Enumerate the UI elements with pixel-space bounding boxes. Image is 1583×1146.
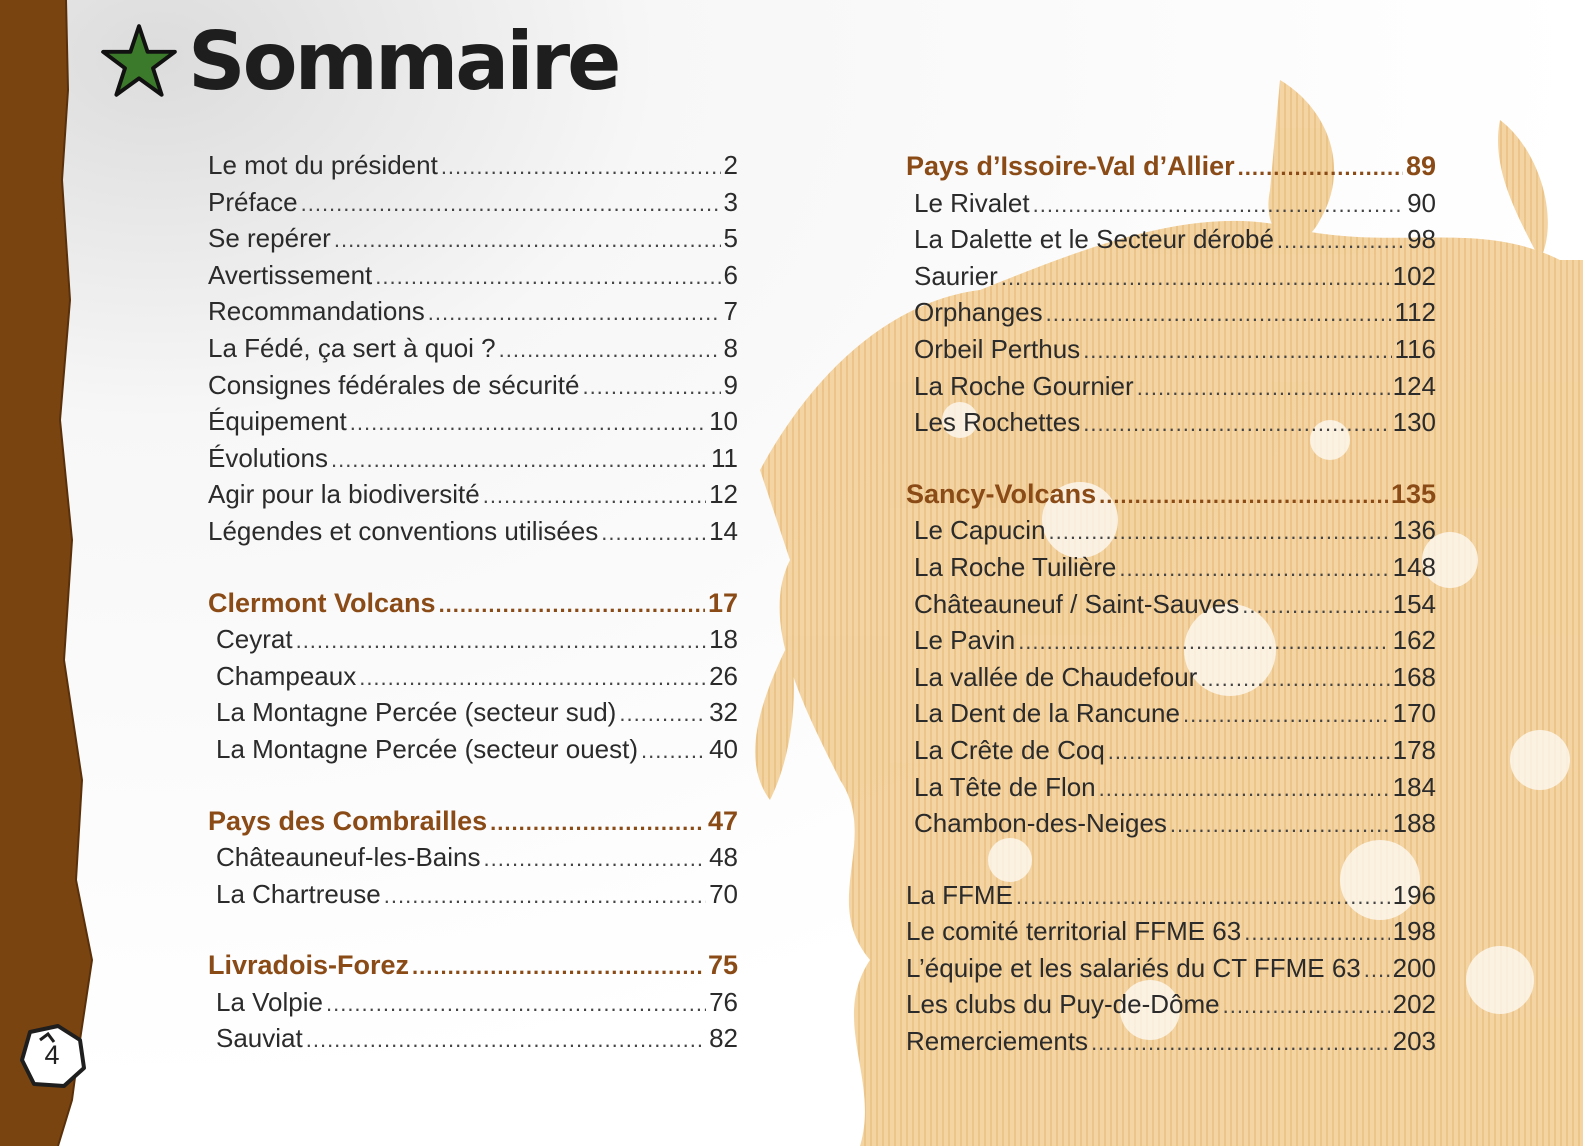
toc-entry-page: 202	[1392, 989, 1436, 1020]
toc-entry-label: Châteauneuf-les-Bains	[216, 842, 481, 873]
star-icon	[100, 23, 178, 101]
toc-entry[interactable]	[208, 333, 738, 370]
dot-leader	[1049, 519, 1390, 545]
toc-entry-page: 116	[1394, 333, 1436, 364]
toc-entry-page: 14	[709, 515, 738, 546]
dot-leader	[296, 628, 707, 654]
toc-entry[interactable]	[906, 1026, 1436, 1063]
toc-entry-page: 124	[1392, 370, 1436, 401]
toc-entry-label: La Dent de la Rancune	[914, 698, 1180, 729]
toc-entry[interactable]	[906, 808, 1436, 845]
page-title: Sommaire	[188, 15, 619, 108]
toc-entry-page: 11	[711, 442, 738, 473]
toc-entry-page: 203	[1392, 1026, 1436, 1057]
toc-entry-page: 162	[1392, 625, 1436, 656]
toc-entry[interactable]	[906, 989, 1436, 1026]
toc-entry[interactable]	[208, 624, 738, 661]
dot-leader	[412, 954, 705, 980]
dot-leader	[1200, 666, 1389, 692]
toc-entry-label: La Montagne Percée (secteur sud)	[216, 697, 617, 728]
title-block	[100, 15, 619, 108]
dot-leader	[1016, 884, 1390, 910]
toc-entry-label: La Volpie	[216, 986, 323, 1017]
toc-entry-label: Saurier	[914, 260, 998, 291]
toc-entry[interactable]	[208, 1023, 738, 1060]
dot-leader	[1137, 375, 1390, 401]
toc-entry[interactable]	[208, 150, 738, 187]
toc-entry-page: 178	[1392, 734, 1436, 765]
toc-entry-page: 154	[1392, 588, 1436, 619]
toc-entry-page: 32	[709, 697, 738, 728]
toc-entry-label: La Dalette et le Secteur dérobé	[914, 224, 1274, 255]
section-gap	[208, 915, 738, 950]
toc-entry[interactable]	[906, 515, 1436, 552]
dot-leader	[1018, 629, 1389, 655]
toc-entry[interactable]	[208, 370, 738, 407]
toc-entry-label: Pays des Combrailles	[208, 805, 488, 836]
dot-leader	[334, 227, 721, 253]
toc-entry-page: 82	[709, 1023, 738, 1054]
toc-entry-page: 47	[707, 805, 738, 836]
toc-entry-label: La FFME	[906, 879, 1013, 910]
toc-entry-page: 17	[707, 587, 738, 618]
dot-leader	[375, 264, 720, 290]
toc-entry-label: La Tête de Flon	[914, 771, 1096, 802]
toc-entry[interactable]	[208, 260, 738, 297]
toc-entry-label: Sauviat	[216, 1023, 303, 1054]
toc-entry-page: 26	[709, 660, 738, 691]
dot-leader	[1170, 812, 1390, 838]
toc-entry[interactable]	[906, 407, 1436, 444]
toc-entry[interactable]	[906, 552, 1436, 589]
toc-entry-label: Les clubs du Puy-de-Dôme	[906, 989, 1220, 1020]
toc-entry[interactable]	[906, 224, 1436, 261]
toc-entry-page: 7	[723, 296, 738, 327]
dot-leader	[484, 846, 707, 872]
dot-leader	[483, 483, 706, 509]
toc-section-heading[interactable]	[208, 806, 738, 843]
toc-entry-page: 90	[1407, 187, 1436, 218]
toc-left-column	[208, 150, 738, 1060]
toc-entry-label: Avertissement	[208, 259, 373, 290]
toc-entry-label: Les Rochettes	[914, 407, 1081, 438]
toc-entry-page: 170	[1392, 698, 1436, 729]
toc-entry[interactable]	[208, 479, 738, 516]
dot-leader	[619, 701, 706, 727]
dot-leader	[428, 300, 721, 326]
dot-leader	[601, 520, 706, 546]
toc-entry[interactable]	[906, 735, 1436, 772]
toc-entry-label: Champeaux	[216, 660, 357, 691]
section-gap	[906, 444, 1436, 479]
toc-entry[interactable]	[208, 697, 738, 734]
toc-entry[interactable]	[208, 443, 738, 480]
dot-leader	[1083, 338, 1391, 364]
toc-entry-label: Le Capucin	[914, 515, 1046, 546]
toc-entry-label: Sancy-Volcans	[906, 478, 1097, 509]
dot-leader	[1046, 301, 1392, 327]
toc-entry[interactable]	[906, 297, 1436, 334]
toc-entry[interactable]	[208, 516, 738, 553]
dot-leader	[301, 191, 721, 217]
toc-entry-page: 188	[1392, 808, 1436, 839]
toc-entry-page: 8	[723, 332, 738, 363]
toc-entry-page: 200	[1392, 952, 1436, 983]
toc-entry-page: 184	[1392, 771, 1436, 802]
toc-entry-page: 40	[709, 733, 738, 764]
toc-entry-page: 76	[709, 986, 738, 1017]
toc-entry-label: Agir pour la biodiversité	[208, 479, 480, 510]
dot-leader	[1108, 739, 1390, 765]
toc-entry-page: 10	[709, 406, 738, 437]
dot-leader	[1223, 993, 1390, 1019]
dot-leader	[499, 337, 721, 363]
toc-entry[interactable]	[906, 625, 1436, 662]
toc-entry-label: Se repérer	[208, 223, 331, 254]
dot-leader	[641, 738, 706, 764]
toc-entry[interactable]	[208, 987, 738, 1024]
toc-entry[interactable]	[906, 371, 1436, 408]
toc-section-heading[interactable]	[906, 151, 1436, 188]
dot-leader	[306, 1027, 706, 1053]
toc-right-column	[906, 151, 1436, 1063]
toc-entry-label: Châteauneuf / Saint-Sauves	[914, 588, 1240, 619]
toc-entry[interactable]	[906, 698, 1436, 735]
dot-leader	[1091, 1030, 1390, 1056]
toc-entry-page: 89	[1405, 151, 1436, 181]
toc-entry[interactable]	[208, 187, 738, 224]
toc-entry-page: 98	[1407, 224, 1436, 255]
toc-section-heading[interactable]	[906, 479, 1436, 516]
toc-entry[interactable]	[208, 406, 738, 443]
toc-entry-page: 148	[1392, 551, 1436, 582]
toc-entry[interactable]	[906, 334, 1436, 371]
toc-entry-label: Consignes fédérales de sécurité	[208, 369, 580, 400]
toc-entry-label: La Montagne Percée (secteur ouest)	[216, 733, 639, 764]
dot-leader	[359, 665, 706, 691]
toc-entry-page: 168	[1392, 661, 1436, 692]
dot-leader	[1001, 265, 1390, 291]
dot-leader	[1099, 776, 1390, 802]
toc-entry[interactable]	[906, 772, 1436, 809]
toc-entry-label: La Fédé, ça sert à quoi ?	[208, 332, 496, 363]
toc-entry-page: 12	[709, 479, 738, 510]
toc-entry-label: Le Rivalet	[914, 187, 1030, 218]
toc-entry-label: Le comité territorial FFME 63	[906, 916, 1242, 947]
toc-entry-page: 6	[723, 259, 738, 290]
dot-leader	[331, 447, 708, 473]
toc-entry-page: 198	[1392, 916, 1436, 947]
toc-entry[interactable]	[906, 916, 1436, 953]
toc-entry-label: La Roche Tuilière	[914, 551, 1117, 582]
toc-entry-page: 9	[723, 369, 738, 400]
dot-leader	[1277, 228, 1404, 254]
toc-entry[interactable]	[208, 734, 738, 771]
toc-entry-label: Préface	[208, 186, 298, 217]
section-gap	[208, 771, 738, 806]
dot-leader	[1364, 957, 1390, 983]
toc-entry-label: La vallée de Chaudefour	[914, 661, 1198, 692]
toc-entry-page: 112	[1394, 297, 1436, 328]
dot-leader	[326, 991, 706, 1017]
toc-entry-page: 5	[723, 223, 738, 254]
dot-leader	[1244, 920, 1389, 946]
toc-section-heading[interactable]	[208, 588, 738, 625]
dot-leader	[490, 810, 705, 836]
toc-entry-page: 2	[723, 150, 738, 180]
toc-entry[interactable]	[906, 261, 1436, 298]
toc-entry[interactable]	[208, 842, 738, 879]
toc-section-heading[interactable]	[208, 950, 738, 987]
page-number: 4	[44, 1040, 60, 1070]
toc-entry-page: 130	[1392, 407, 1436, 438]
toc-entry-label: L’équipe et les salariés du CT FFME 63	[906, 952, 1361, 983]
toc-entry-label: Clermont Volcans	[208, 587, 436, 618]
toc-entry-label: Évolutions	[208, 442, 328, 473]
toc-entry[interactable]	[208, 879, 738, 916]
toc-entry[interactable]	[906, 188, 1436, 225]
toc-entry[interactable]	[906, 589, 1436, 626]
toc-entry-label: La Roche Gournier	[914, 370, 1134, 401]
dot-leader	[1183, 702, 1390, 728]
toc-entry-label: Recommandations	[208, 296, 425, 327]
dot-leader	[439, 592, 705, 618]
dot-leader	[582, 374, 720, 400]
dot-leader	[1242, 593, 1389, 619]
toc-entry[interactable]	[906, 662, 1436, 699]
dot-leader	[350, 410, 706, 436]
section-gap	[208, 553, 738, 588]
toc-entry-label: Le Pavin	[914, 625, 1016, 656]
dot-leader	[1083, 411, 1389, 437]
toc-entry-page: 102	[1392, 260, 1436, 291]
toc-entry-label: Chambon-des-Neiges	[914, 808, 1167, 839]
toc-entry-page: 70	[709, 878, 738, 909]
toc-entry-page: 135	[1390, 478, 1436, 509]
toc-entry-label: Le mot du président	[208, 150, 438, 180]
toc-entry-label: Livradois-Forez	[208, 950, 410, 981]
toc-entry-page: 75	[707, 950, 738, 981]
dot-leader	[441, 154, 721, 180]
dot-leader	[1033, 192, 1404, 218]
toc-entry[interactable]	[208, 661, 738, 698]
toc-entry[interactable]	[208, 296, 738, 333]
toc-entry-page: 196	[1392, 879, 1436, 910]
toc-entry-page: 3	[723, 186, 738, 217]
toc-entry[interactable]	[906, 953, 1436, 990]
toc-entry-label: Orphanges	[914, 297, 1043, 328]
toc-entry-label: La Chartreuse	[216, 878, 381, 909]
toc-entry-page: 136	[1392, 515, 1436, 546]
dot-leader	[1099, 483, 1388, 509]
toc-entry-label: Orbeil Perthus	[914, 333, 1081, 364]
dot-leader	[1119, 556, 1389, 582]
toc-entry-label: Ceyrat	[216, 624, 293, 655]
toc-entry[interactable]	[906, 880, 1436, 917]
toc-entry-label: Pays d’Issoire-Val d’Allier	[906, 151, 1235, 181]
toc-entry-label: Équipement	[208, 406, 347, 437]
section-gap	[906, 845, 1436, 880]
toc-entry-page: 18	[709, 624, 738, 655]
toc-entry-label: Légendes et conventions utilisées	[208, 515, 599, 546]
dot-leader	[1238, 155, 1403, 181]
toc-entry[interactable]	[208, 223, 738, 260]
toc-entry-page: 48	[709, 842, 738, 873]
toc-entry-label: La Crête de Coq	[914, 734, 1105, 765]
dot-leader	[384, 883, 706, 909]
toc-entry-label: Remerciements	[906, 1026, 1089, 1057]
